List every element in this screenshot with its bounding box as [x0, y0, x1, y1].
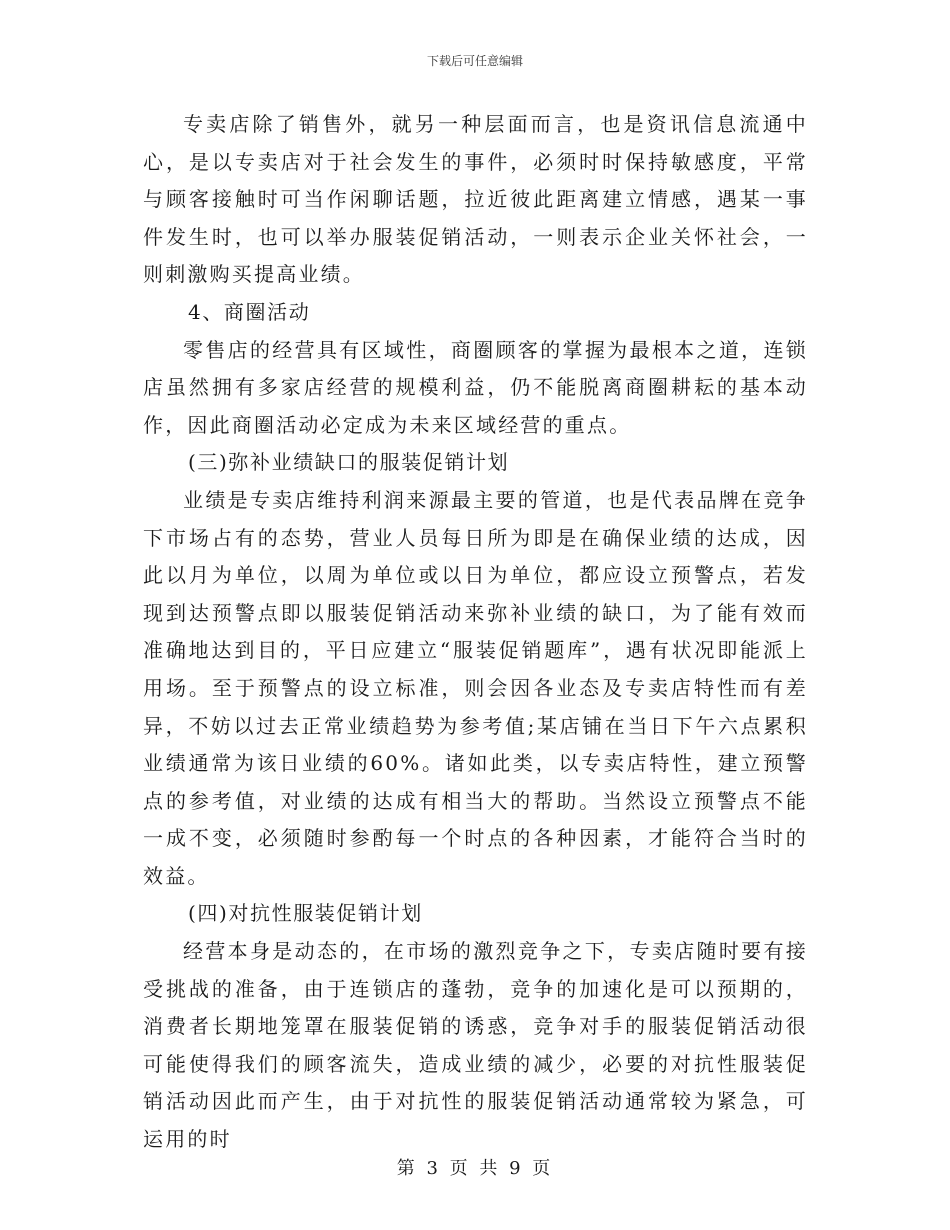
heading-competitive-plan: (四)对抗性服装促销计划	[188, 901, 423, 926]
header-note: 下载后可任意编辑	[426, 54, 523, 68]
paragraph-trade-area: 零售店的经营具有区域性，商圈顾客的掌握为最根本之道，连锁店虽然拥有多家店经营的规模利益，仍不能脱离商圈耕耘的基本动作，因此商圈活动必定成为未来区域经营的重点。	[143, 337, 808, 437]
document-body	[143, 106, 808, 1159]
paragraph-sales-gap: 业绩是专卖店维持利润来源最主要的管道，也是代表品牌在竞争下市场占有的态势，营业人员每日所为即是在确保业绩的达成，因此以月为单位，以周为单位或以日为单位，都应设立预警点，若发现到达预警点即以服装促销活动来弥补业绩的缺口，为了能有效而准确地达到目的，平日应建立“服装促销题库”，遇有状况即能派上用场。至于预警点的设立标准，则会因各业态及专卖店特性而有差异，不妨以过去正常业绩趋势为参考值;某店铺在当日下午六点累积业绩通常为该日业绩的60%。诸如此类，以专卖店特性，建立预警点的参考值，对业绩的达成有相当大的帮助。当然设立预警点不能一成不变，必须随时参酌每一个时点的各种因素，才能符合当时的效益。	[143, 487, 808, 888]
heading-trade-area-activity: 4、商圈活动	[188, 299, 311, 324]
paragraph-info-center: 专卖店除了销售外，就另一种层面而言，也是资讯信息流通中心，是以专卖店对于社会发生的事件，必须时时保持敏感度，平常与顾客接触时可当作闲聊话题，拉近彼此距离建立情感，遇某一事件发生时，也可以举办服装促销活动，一则表示企业关怀社会，一则刺激购买提高业绩。	[143, 112, 808, 287]
page-number-footer: 第 3 页 共 9 页	[396, 1158, 554, 1179]
heading-sales-gap-plan: (三)弥补业绩缺口的服装促销计划	[188, 450, 510, 475]
paragraph-competitive: 经营本身是动态的，在市场的激烈竞争之下，专卖店随时要有接受挑战的准备，由于连锁店的蓬勃，竞争的加速化是可以预期的，消费者长期地笼罩在服装促销的诱惑，竞争对手的服装促销活动很可能使得我们的顾客流失，造成业绩的减少，必要的对抗性服装促销活动因此而产生，由于对抗性的服装促销活动通常较为紧急，可运用的时	[143, 939, 808, 1152]
